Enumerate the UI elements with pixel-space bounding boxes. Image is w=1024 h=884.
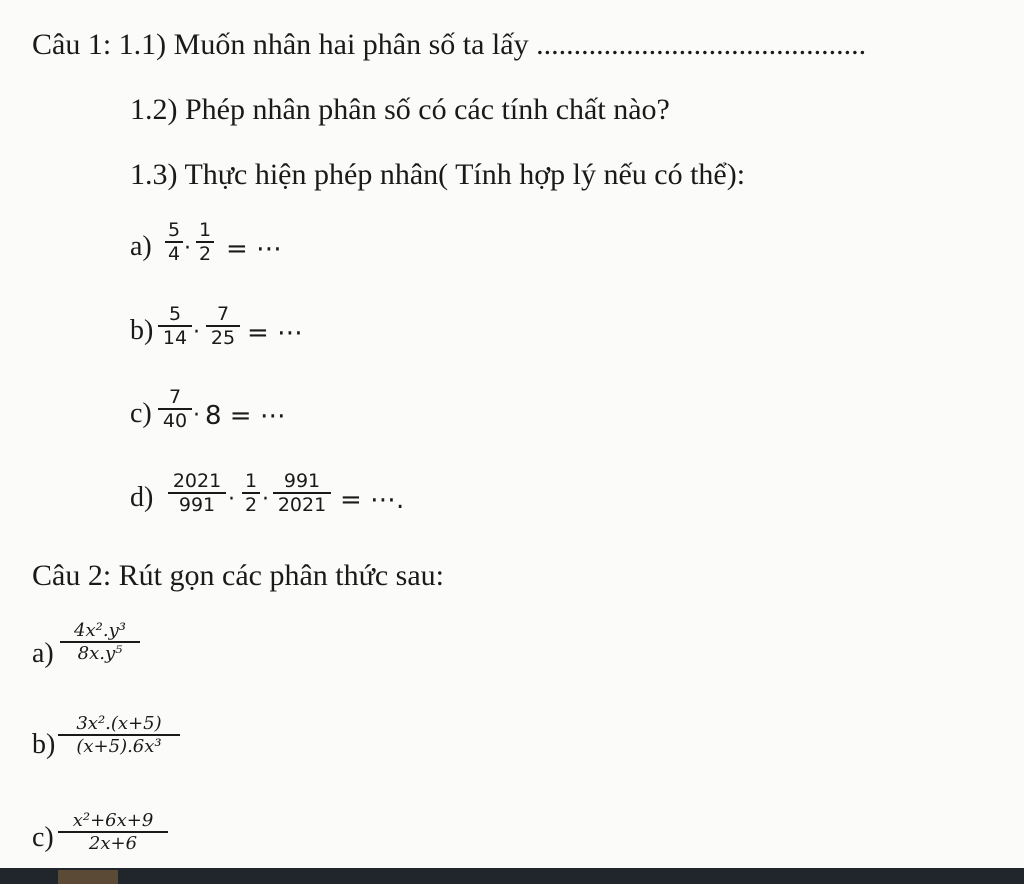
item-label: b) bbox=[32, 729, 56, 760]
equals-ellipsis: = ⋯. bbox=[340, 485, 405, 515]
denominator: 2x+6 bbox=[88, 833, 138, 854]
numerator: x²+6x+9 bbox=[72, 810, 154, 831]
fraction bbox=[273, 470, 331, 516]
numerator: 1 bbox=[198, 219, 212, 241]
fraction bbox=[168, 470, 226, 516]
fraction bbox=[242, 470, 260, 516]
item-label: a) bbox=[130, 231, 152, 262]
fraction bbox=[165, 219, 183, 265]
denominator: 8x.y⁵ bbox=[77, 643, 123, 664]
numerator: 991 bbox=[283, 470, 321, 492]
equals-ellipsis: = ⋯ bbox=[226, 234, 283, 264]
fraction bbox=[60, 620, 140, 664]
fraction bbox=[58, 713, 180, 757]
equals-ellipsis: 8 = ⋯ bbox=[205, 401, 286, 431]
denominator: 14 bbox=[162, 327, 188, 349]
fraction bbox=[206, 303, 240, 349]
taskbar bbox=[0, 868, 1024, 884]
numerator: 5 bbox=[168, 303, 182, 325]
q1-header: Câu 1: 1.1) Muốn nhân hai phân số ta lấy ............................................ bbox=[32, 28, 867, 61]
q2-header: Câu 2: Rút gọn các phân thức sau: bbox=[32, 559, 445, 592]
answer-blank-dots: ............................................ bbox=[536, 28, 867, 61]
q1-3-text: 1.3) Thực hiện phép nhân( Tính hợp lý nếu có thể): bbox=[130, 158, 746, 191]
numerator: 3x².(x+5) bbox=[76, 713, 162, 734]
denominator: 2 bbox=[198, 243, 212, 265]
denominator: (x+5).6x³ bbox=[76, 736, 162, 757]
item-label: a) bbox=[32, 638, 54, 669]
multiply-dot: · bbox=[193, 403, 200, 428]
multiply-dot: · bbox=[228, 487, 235, 512]
denominator: 25 bbox=[210, 327, 236, 349]
numerator: 2021 bbox=[172, 470, 222, 492]
item-label: d) bbox=[130, 482, 154, 513]
denominator: 4 bbox=[167, 243, 181, 265]
numerator: 1 bbox=[244, 470, 258, 492]
taskbar-app-icon[interactable] bbox=[58, 870, 118, 884]
denominator: 991 bbox=[178, 494, 216, 516]
item-label: c) bbox=[32, 822, 54, 853]
denominator: 2021 bbox=[277, 494, 327, 516]
fraction bbox=[158, 386, 192, 432]
denominator: 40 bbox=[162, 410, 188, 432]
multiply-dot: · bbox=[184, 236, 191, 261]
numerator: 7 bbox=[216, 303, 230, 325]
fraction bbox=[158, 303, 192, 349]
numerator: 4x².y³ bbox=[74, 620, 126, 641]
denominator: 2 bbox=[244, 494, 258, 516]
item-label: c) bbox=[130, 398, 152, 429]
fraction bbox=[196, 219, 214, 265]
item-label: b) bbox=[130, 315, 154, 346]
equals-ellipsis: = ⋯ bbox=[247, 318, 304, 348]
multiply-dot: · bbox=[262, 487, 269, 512]
q1-2-text: 1.2) Phép nhân phân số có các tính chất nào? bbox=[130, 93, 670, 126]
multiply-dot: · bbox=[193, 320, 200, 345]
fraction bbox=[58, 810, 168, 854]
numerator: 7 bbox=[168, 386, 182, 408]
numerator: 5 bbox=[167, 219, 181, 241]
